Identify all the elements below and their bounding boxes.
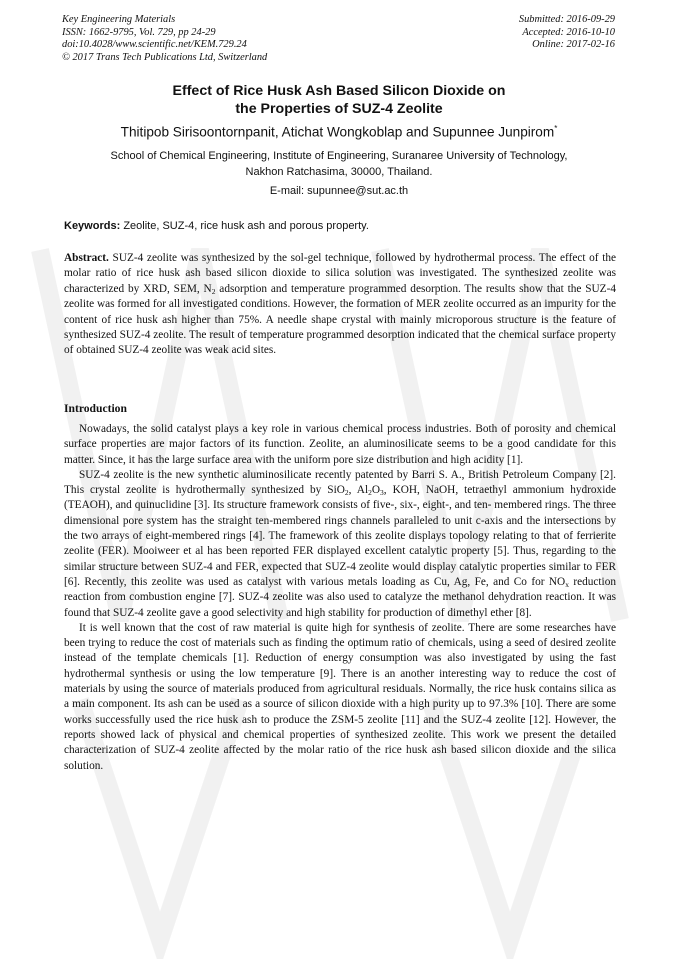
introduction-body	[64, 422, 616, 774]
keywords	[64, 220, 616, 232]
p2-text-e: reduction reaction from combustion engine [7]. SUZ-4 zeolite was also used to catalyze the methanol dehydration reaction. It was found that SUZ-4 zeolite gave a good selectivity and high stability for production of dimethyl ether [8].	[64, 575, 616, 619]
copyright-line: © 2017 Trans Tech Publications Ltd, Switzerland	[62, 51, 268, 63]
contact-email: E-mail: supunnee@sut.ac.th	[269, 185, 409, 197]
submitted-date: Submitted: 2016-09-29	[518, 14, 615, 25]
date-info	[519, 14, 615, 52]
journal-name: Key Engineering Materials	[62, 14, 176, 25]
title-line-1: Effect of Rice Husk Ash Based Silicon Dioxide on	[172, 83, 506, 99]
doi-line: doi:10.4028/www.scientific.net/KEM.729.24	[62, 39, 247, 50]
affiliation-line-1: School of Chemical Engineering, Institute of Engineering, Suranaree University of Technology,	[110, 150, 568, 162]
authors-text: Thitipob Sirisoontornpanit, Atichat Wongkoblap and Supunnee Junpirom	[120, 124, 555, 140]
title-line-2: the Properties of SUZ-4 Zeolite	[235, 101, 443, 117]
p2-text-d: , KOH, NaOH, tetraethyl ammonium hydroxide (TEAOH), and quinuclidine [3]. Its structure framework consists of five-, six-, eight-, and ten- membered rings. The three dimensional pore system has the straight ten-membered rings channels paralleled to unit c-axis and the intersections by the two arrays of eight-membered rings [4]. The framework of this zeolite displays topology relating to that of ferrierite zeolite (FER). Mooiweer et al has been reported FER displayed excellent catalytic property [5]. Thus, regarding to the similar structure between SUZ-4 and FER, expected that SUZ-4 zeolite would display catalytic properties similar to FER [6]. Recently, this zeolite was used as catalyst with various metals loading as Cu, Ag, Fe, and Co for NO	[64, 484, 616, 588]
abstract-label: Abstract.	[64, 252, 109, 264]
subscript: 2	[368, 488, 372, 498]
p2-text-b: , Al	[348, 484, 369, 497]
subscript: 3	[380, 488, 384, 498]
abstract-text-b: adsorption and temperature programmed desorption. The results show that the SUZ-4 zeolite was formed for all investigated conditions. However, the formation of MER zeolite occurred as an impurity for the content of rice husk ash higher than 75%. A needle shape crystal with mainly microporous structure is the feature of synthesized SUZ-4 zeolite. The result of temperature programmed desorption indicated that the chemical surface property of obtained SUZ-4 zeolite was weak acid sites.	[64, 282, 616, 357]
keywords-text: Zeolite, SUZ-4, rice husk ash and porous property.	[123, 220, 369, 232]
keywords-label: Keywords:	[64, 220, 121, 232]
paragraph-3: It is well known that the cost of raw material is quite high for synthesis of zeolite. There are some researches have been trying to reduce the cost of materials such as finding the optimum ratio of chemicals, using a seed of desired zeolite instead of the template chemicals [1]. Reduction of energy consumption was also investigated by using the fast hydrothermal synthesis or using the low temperature [9]. There is an another interesting way to reduce the cost of materials by using the source of materials produced from agricultural residuals. Normally, the rice husk contains silica as a main component. Its ash can be used as a source of silicon dioxide with a high purity up to 97.3% [10]. There are some works successfully used the rice husk ash to produce the ZSM-5 zeolite [11] and the SUZ-4 zeolite [12]. However, the reports showed lack of physical and chemical properties of synthesized zeolite. This work we present the detailed characterization of SUZ-4 zeolite affected by the molar ratio of the rice husk ash based silicon dioxide and the silica solution.	[64, 621, 616, 772]
paper-title	[62, 82, 616, 118]
introduction-heading: Introduction	[64, 402, 127, 415]
p2-text-a: SUZ-4 zeolite is the new synthetic aluminosilicate recently patented by Barri S. A., British Petroleum Company [2]. This crystal zeolite is hydrothermally synthesized by SiO	[64, 468, 616, 497]
abstract	[64, 251, 616, 359]
subscript: 2	[211, 286, 216, 296]
paragraph-2	[64, 468, 616, 621]
journal-info	[62, 14, 267, 64]
issn-line: ISSN: 1662-9795, Vol. 729, pp 24-29	[62, 26, 216, 38]
online-date: Online: 2017-02-16	[532, 39, 615, 50]
affiliation-line-2: Nakhon Ratchasima, 30000, Thailand.	[245, 165, 433, 178]
subscript: 2	[344, 488, 349, 498]
paragraph-1: Nowadays, the solid catalyst plays a key role in various chemical process industries. Both of porosity and chemical surface properties are major factors of its function. Zeolite, an aluminosilicate seems to be a good candidate for this matter. Since, it has the large surface area with the uniform pore size distribution and high acidity [1].	[64, 423, 616, 466]
accepted-date: Accepted: 2016-10-10	[522, 26, 615, 38]
abstract-text-a: SUZ-4 zeolite was synthesized by the sol-gel technique, followed by hydrothermal process. The effect of the molar ratio of rice husk ash based silicon dioxide to silica solution was investigated. The synthesized zeolite was characterized by XRD, SEM, N	[64, 252, 617, 295]
corresponding-author-mark: *	[554, 124, 558, 133]
author-list	[62, 124, 616, 140]
subscript: x	[565, 579, 569, 589]
affiliation	[62, 149, 616, 180]
p2-text-c: O	[371, 484, 381, 497]
